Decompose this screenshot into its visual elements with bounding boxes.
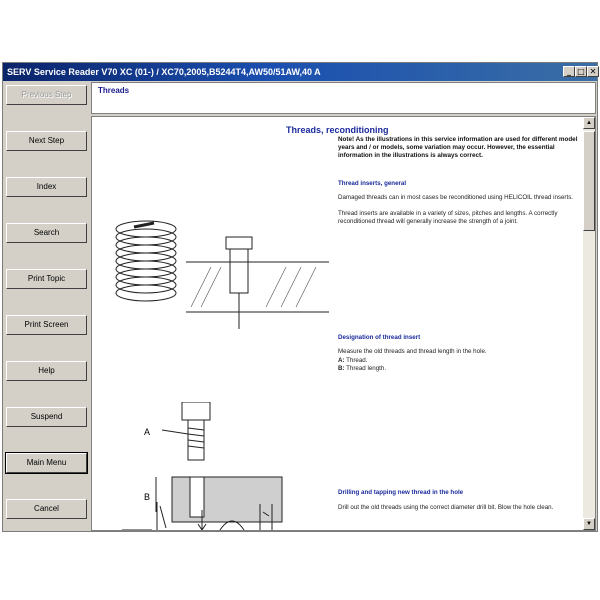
drilling-illustration [122,502,312,531]
paragraph: Measure the old threads and thread length in the hole. [338,348,487,355]
close-button[interactable]: ✕ [587,66,599,77]
topic-title: Threads [98,86,130,95]
help-button[interactable]: Help [6,361,87,381]
paragraph: Damaged threads can in most cases be reconditioned using HELICOIL thread inserts. [338,194,574,201]
paragraph: Thread inserts are available in a variety of sizes, pitches and lengths. A correctly reconditioned thread will generally increase the strength of a joint. [338,210,558,225]
print-screen-button[interactable]: Print Screen [6,315,87,335]
note-text: Note! As the illustrations in this service information are used for different model years and / or models, some variation may occur. However, the essential information in the illustrations is always correct. [338,136,578,159]
document-content [91,116,596,531]
previous-step-button[interactable]: Previous Step [6,85,87,105]
search-button[interactable]: Search [6,223,87,243]
navigation-sidebar [3,81,91,531]
paragraph: Drill out the old threads using the correct diameter drill bit. Blow the hole clean. [338,504,554,511]
list-item [338,357,578,365]
label-b: B [144,492,151,502]
page-title: Threads, reconditioning [286,125,389,135]
main-menu-button[interactable]: Main Menu [6,453,87,473]
vertical-scrollbar[interactable] [583,117,595,530]
section-heading: Drilling and tapping new thread in the hole [338,489,464,496]
scroll-thumb[interactable] [583,131,595,231]
app-window [2,62,598,532]
item-key: B: [338,365,345,372]
index-button[interactable]: Index [6,177,87,197]
print-topic-button[interactable]: Print Topic [6,269,87,289]
title-bar [3,63,597,81]
item-key: A: [338,357,345,364]
section-heading: Thread inserts, general [338,180,407,187]
topic-header [91,82,596,114]
section-heading: Designation of thread insert [338,334,421,341]
maximize-button[interactable]: □ [575,66,587,77]
minimize-button[interactable]: _ [563,66,575,77]
label-a: A [144,427,151,437]
list-item [338,365,578,373]
window-title: SERV Service Reader V70 XC (01-) / XC70,2005,B5244T4,AW50/51AW,40 A [7,67,321,77]
cancel-button[interactable]: Cancel [6,499,87,519]
scroll-down-button[interactable]: ▼ [583,518,595,530]
thread-insert-illustration [106,217,331,332]
next-step-button[interactable]: Next Step [6,131,87,151]
item-text: Thread length. [344,365,387,372]
suspend-button[interactable]: Suspend [6,407,87,427]
item-text: Thread. [344,357,368,364]
scroll-up-button[interactable]: ▲ [583,117,595,129]
